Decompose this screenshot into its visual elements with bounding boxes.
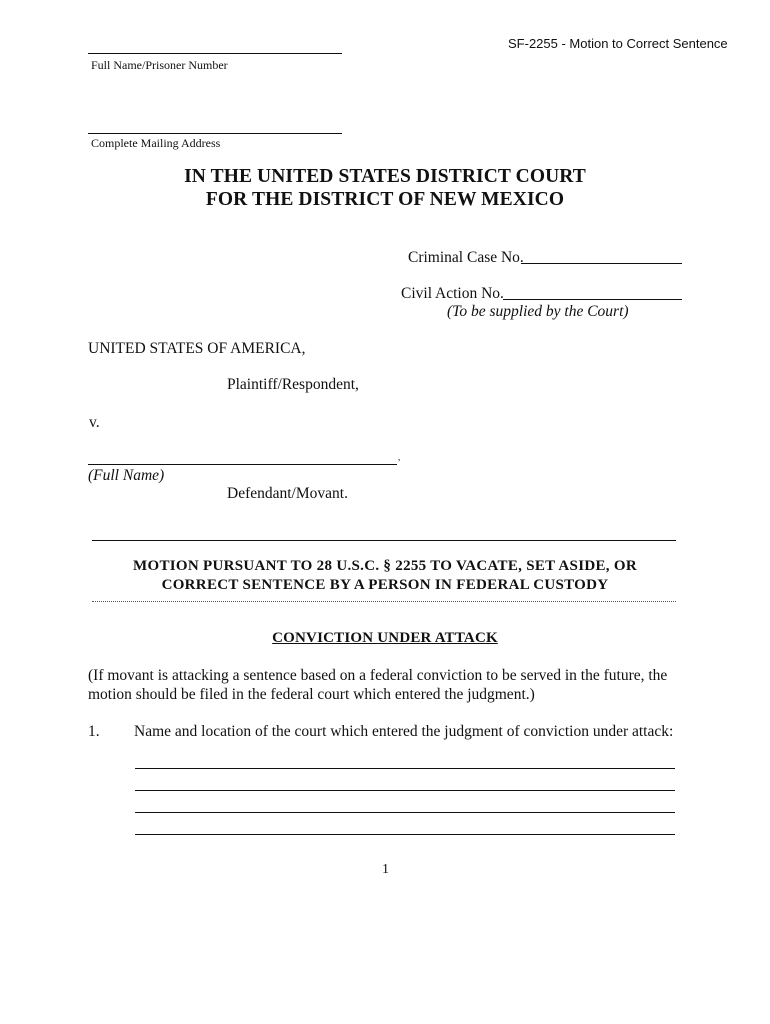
name-line[interactable]	[88, 53, 342, 54]
name-label: Full Name/Prisoner Number	[91, 58, 228, 72]
court-title-line1: IN THE UNITED STATES DISTRICT COURT	[184, 166, 586, 187]
versus: v.	[89, 414, 100, 431]
civil-action-field[interactable]	[503, 299, 682, 300]
motion-bottom-rule	[92, 601, 676, 602]
court-supplied-note: (To be supplied by the Court)	[447, 303, 629, 320]
page-number: 1	[382, 862, 389, 877]
motion-title-line2: CORRECT SENTENCE BY A PERSON IN FEDERAL CUSTODY	[161, 577, 609, 593]
plaintiff-role: Plaintiff/Respondent,	[227, 376, 359, 393]
civil-action-label: Civil Action No.	[401, 285, 504, 302]
answer-line-4[interactable]	[135, 834, 675, 835]
defendant-role: Defendant/Movant.	[227, 485, 348, 502]
instruction-line1: (If movant is attacking a sentence based on a federal conviction to be served in the future, the	[88, 667, 668, 684]
instruction-line2: motion should be filed in the federal court which entered the judgment.)	[88, 686, 535, 703]
answer-line-1[interactable]	[135, 768, 675, 769]
section-heading: CONVICTION UNDER ATTACK	[272, 630, 498, 646]
defendant-label: (Full Name)	[88, 467, 165, 484]
defendant-name-field[interactable]	[88, 464, 397, 465]
address-label: Complete Mailing Address	[91, 136, 221, 150]
form-id: SF-2255 - Motion to Correct Sentence	[508, 36, 728, 51]
comma-mark: ,	[398, 452, 401, 462]
plaintiff-name: UNITED STATES OF AMERICA,	[88, 340, 306, 357]
motion-top-rule	[92, 540, 676, 541]
court-title-line2: FOR THE DISTRICT OF NEW MEXICO	[205, 189, 565, 210]
answer-line-2[interactable]	[135, 790, 675, 791]
question-number: 1.	[88, 723, 100, 740]
criminal-case-label: Criminal Case No.	[408, 249, 524, 266]
address-line[interactable]	[88, 133, 342, 134]
question-text: Name and location of the court which entered the judgment of conviction under attack:	[134, 723, 674, 740]
criminal-case-field[interactable]	[521, 263, 682, 264]
motion-title-line1: MOTION PURSUANT TO 28 U.S.C. § 2255 TO VACATE, SET ASIDE, OR	[133, 558, 637, 574]
answer-line-3[interactable]	[135, 812, 675, 813]
